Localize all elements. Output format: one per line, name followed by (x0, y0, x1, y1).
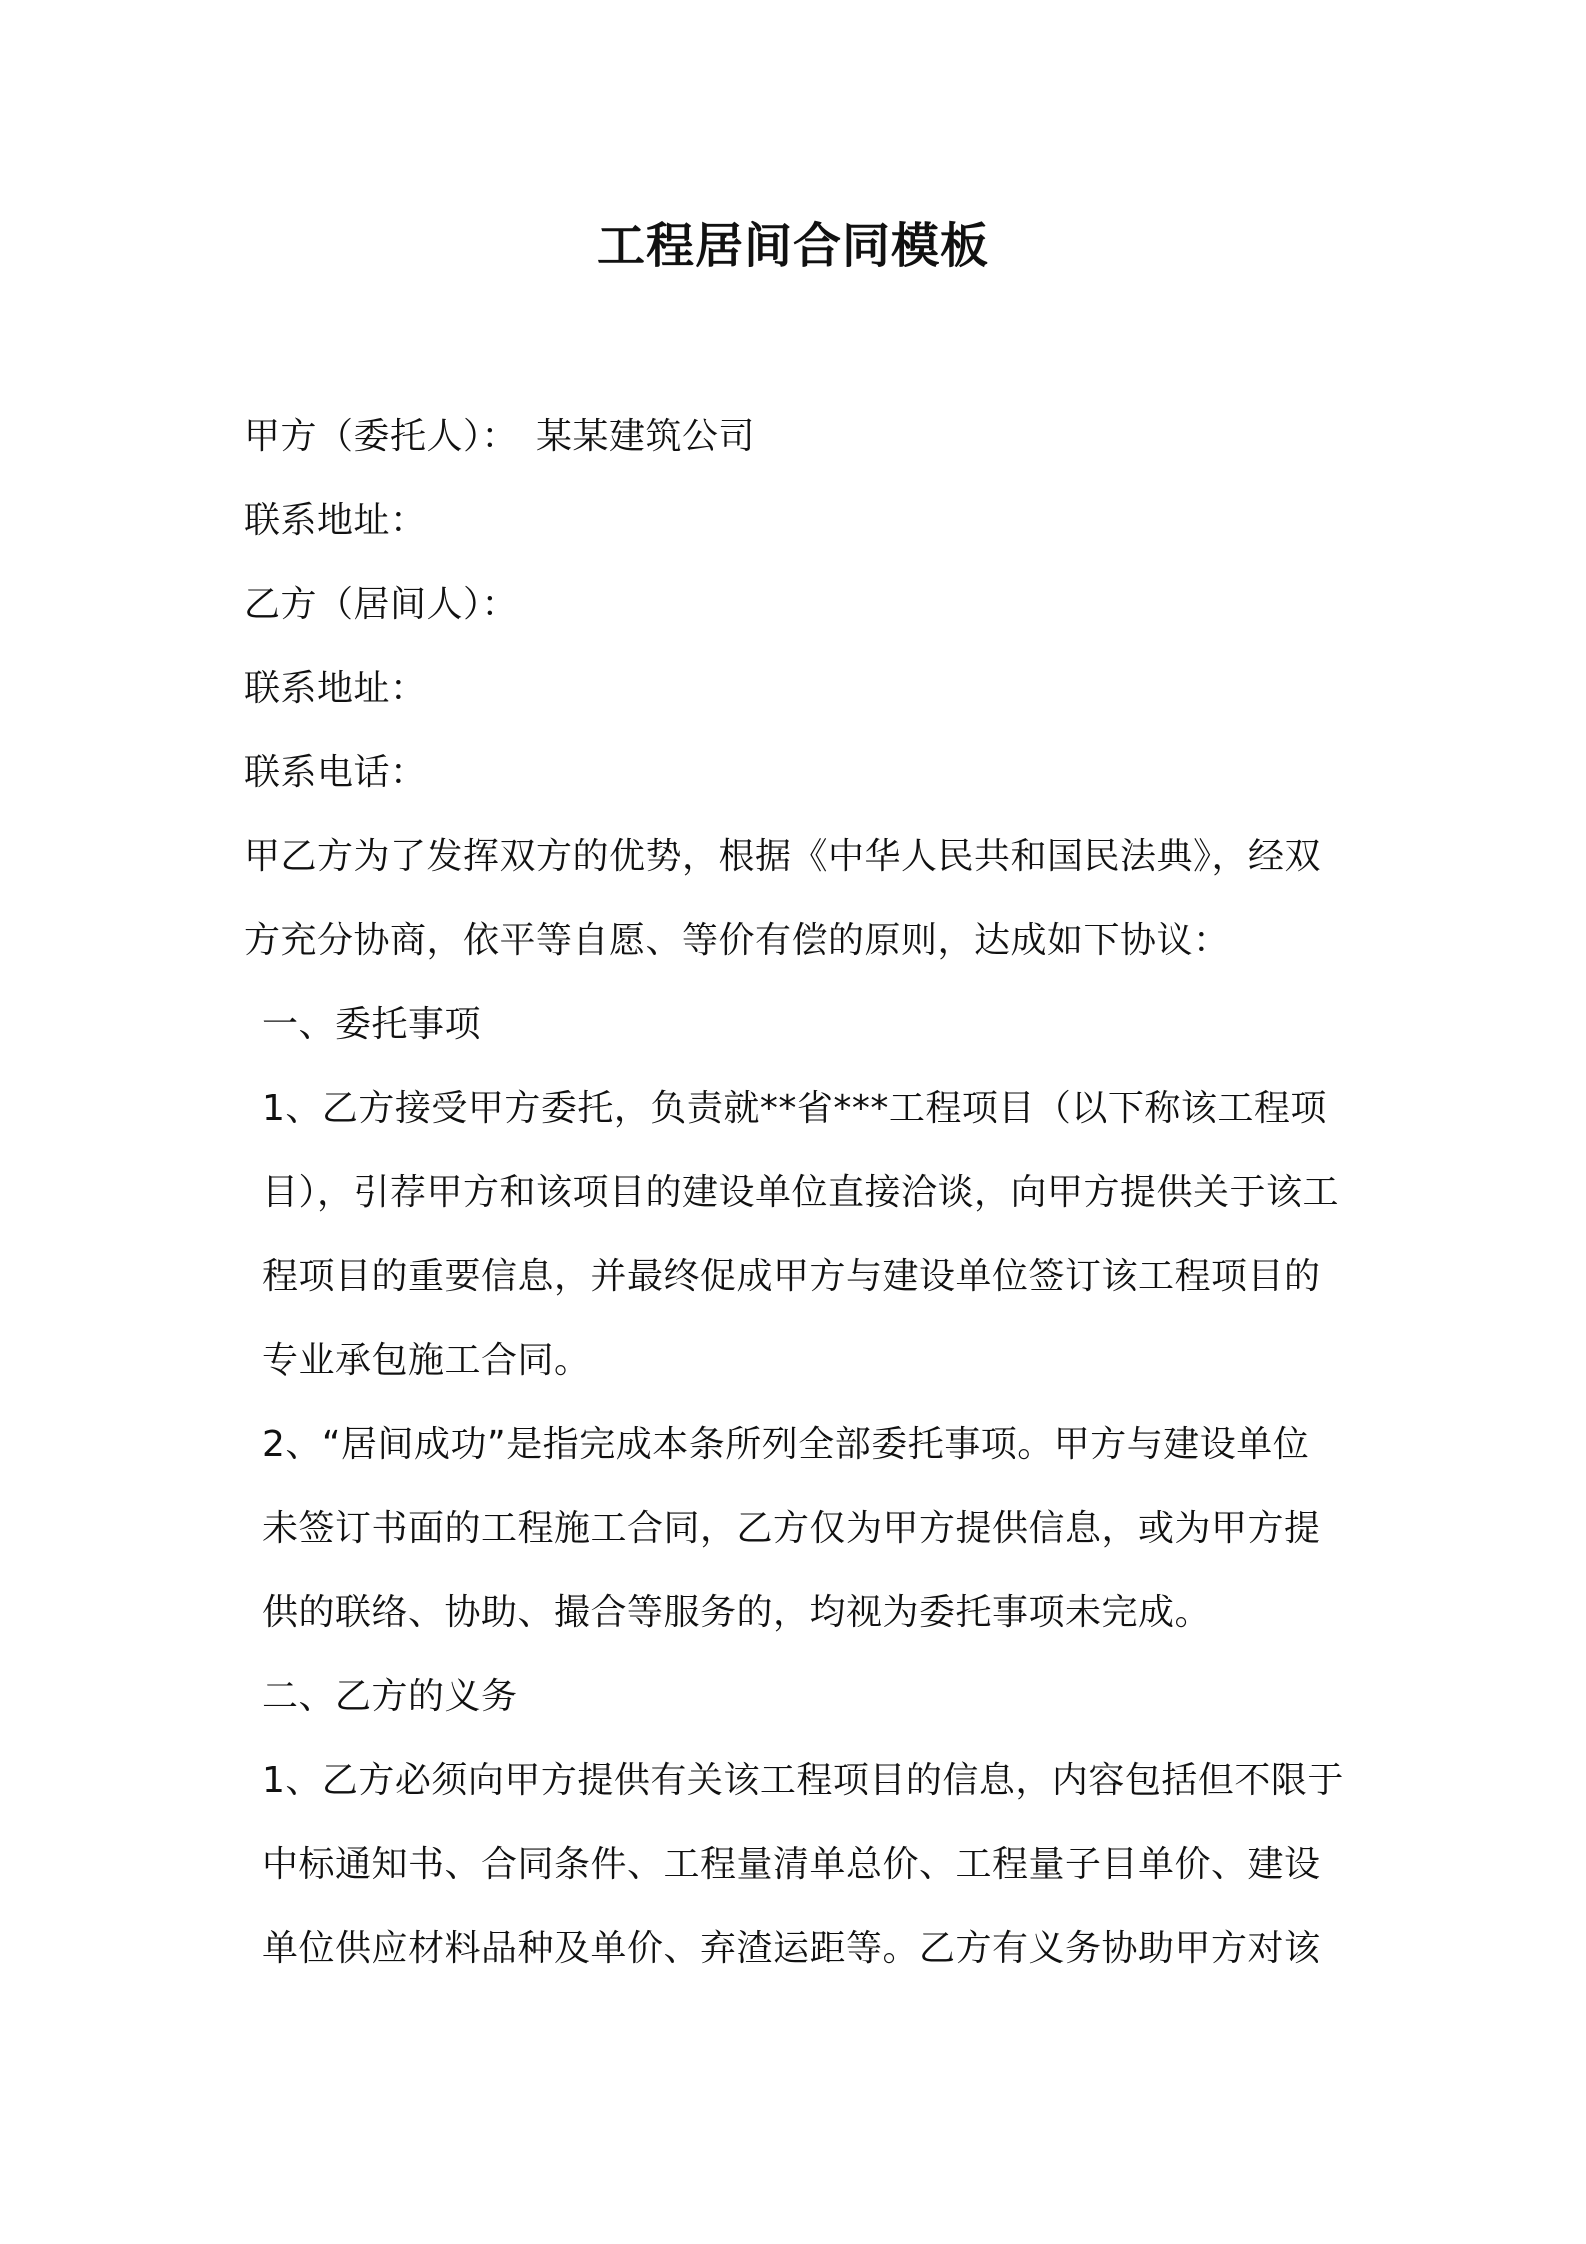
section-1-item-2-line: 未签订书面的工程施工合同，乙方仅为甲方提供信息，或为甲方提 (262, 1508, 1321, 1549)
section-2-item-1-line: 中标通知书、合同条件、工程量清单总价、工程量子目单价、建设 (262, 1844, 1321, 1885)
party-a-address-label: 联系地址： (244, 500, 427, 541)
section-2-item-1-line: 单位供应材料品种及单价、弃渣运距等。乙方有义务协助甲方对该 (262, 1928, 1321, 1969)
section-2-heading: 二、乙方的义务 (262, 1676, 518, 1717)
preamble-line: 甲乙方为了发挥双方的优势，根据《中华人民共和国民法典》，经双 (244, 836, 1322, 877)
section-1-item-1-line: 1、乙方接受甲方委托，负责就**省***工程项目（以下称该工程项 (262, 1088, 1327, 1129)
section-1-item-1-line: 专业承包施工合同。 (262, 1340, 591, 1381)
party-b-phone-label: 联系电话： (244, 752, 427, 793)
party-b-label: 乙方（居间人）： (244, 584, 519, 625)
section-1-item-2-line: 供的联络、协助、撮合等服务的，均视为委托事项未完成。 (262, 1592, 1212, 1633)
section-1-item-2-line: 2、“居间成功”是指完成本条所列全部委托事项。甲方与建设单位 (262, 1424, 1310, 1465)
section-1-heading: 一、委托事项 (262, 1004, 482, 1045)
party-b-address-label: 联系地址： (244, 668, 427, 709)
party-a-line (244, 412, 755, 462)
party-a-name: 某某建筑公司 (536, 416, 756, 457)
section-1-item-1-line: 程项目的重要信息，并最终促成甲方与建设单位签订该工程项目的 (262, 1256, 1321, 1297)
party-a-label: 甲方（委托人）： (244, 416, 519, 457)
section-1-item-1-line: 目），引荐甲方和该项目的建设单位直接洽谈，向甲方提供关于该工 (262, 1172, 1340, 1213)
section-2-item-1-line: 1、乙方必须向甲方提供有关该工程项目的信息，内容包括但不限于 (262, 1760, 1344, 1801)
preamble-line: 方充分协商，依平等自愿、等价有偿的原则，达成如下协议： (244, 920, 1230, 961)
document-title: 工程居间合同模板 (596, 218, 989, 274)
